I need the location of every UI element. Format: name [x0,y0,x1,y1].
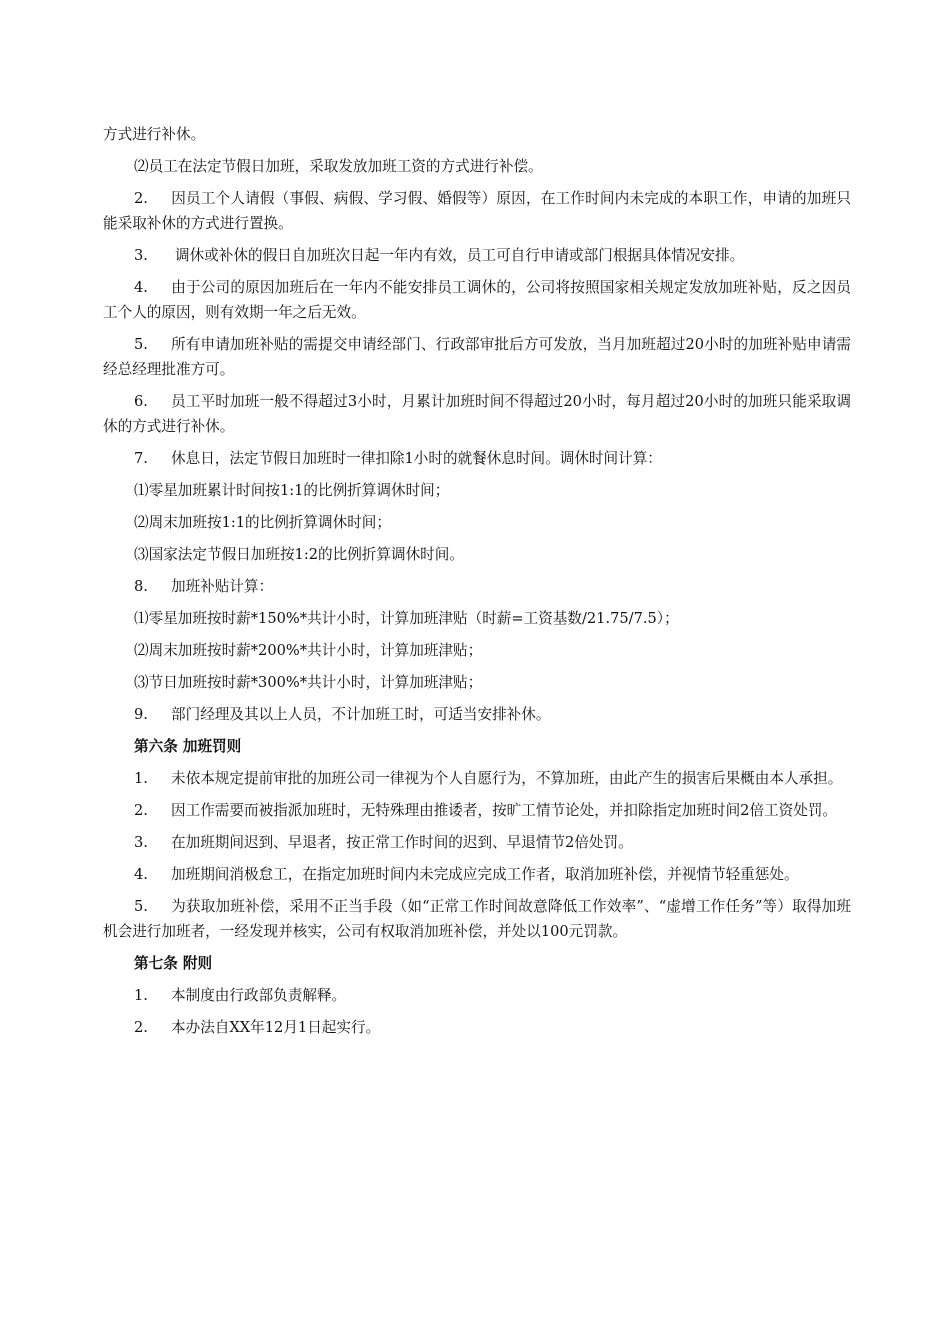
numbered-item [103,446,851,471]
item-text: 因员工个人请假（事假、病假、学习假、婚假等）原因，在工作时间内未完成的本职工作，申请的加班只能采取补休的方式进行置换。 [103,190,851,232]
section-heading: 第六条 加班罚则 [134,738,242,755]
numbered-item [103,1015,851,1040]
numbered-item [103,186,851,236]
paragraph: ⑴零星加班按时薪*150%*共计小时，计算加班津贴（时薪=工资基数/21.75/7.5）； [134,610,679,627]
item-text: 加班期间消极怠工，在指定加班时间内未完成应完成工作者，取消加班补偿，并视情节轻重惩处。 [171,866,799,883]
numbered-item [103,332,851,382]
numbered-item [103,275,851,325]
paragraph: ⑶国家法定节假日加班按1:2的比例折算调休时间。 [134,546,464,563]
item-number: 2. [134,802,148,819]
item-number: 8. [134,578,148,595]
item-text: 调休或补休的假日自加班次日起一年内有效，员工可自行申请或部门根据具体情况安排。 [175,247,745,264]
document-body [103,122,851,1047]
item-text: 本制度由行政部负责解释。 [171,987,347,1004]
item-number: 9. [134,706,148,723]
numbered-item [103,862,851,887]
numbered-item [103,243,851,268]
item-number: 5. [134,898,148,915]
item-text: 加班补贴计算： [171,578,274,595]
paragraph: ⑶节日加班按时薪*300%*共计小时，计算加班津贴； [134,674,483,691]
item-number: 2. [134,1019,148,1036]
paragraph: ⑴零星加班累计时间按1:1的比例折算调休时间； [134,482,450,499]
item-number: 3. [134,834,148,851]
item-number: 6. [134,393,148,410]
item-number: 2. [134,190,148,207]
paragraph: ⑵周末加班按1:1的比例折算调休时间； [134,514,391,531]
numbered-item [103,894,851,944]
section-heading: 第七条 附则 [134,955,213,972]
item-text: 因工作需要而被指派加班时，无特殊理由推诿者，按旷工情节论处，并扣除指定加班时间2倍工资处罚。 [171,802,838,819]
item-number: 4. [134,279,148,296]
item-number: 7. [134,450,148,467]
paragraph: 方式进行补休。 [103,126,206,143]
item-text: 未依本规定提前审批的加班公司一律视为个人自愿行为，不算加班，由此产生的损害后果概由本人承担。 [171,770,843,787]
paragraph: ⑵员工在法定节假日加班，采取发放加班工资的方式进行补偿。 [134,158,543,175]
numbered-item [103,798,851,823]
item-text: 由于公司的原因加班后在一年内不能安排员工调休的，公司将按照国家相关规定发放加班补贴，反之因员工个人的原因，则有效期一年之后无效。 [103,279,851,321]
paragraph: ⑵周末加班按时薪*200%*共计小时，计算加班津贴； [134,642,483,659]
item-text: 为获取加班补偿，采用不正当手段（如“正常工作时间故意降低工作效率”、“虚增工作任务”等）取得加班机会进行加班者，一经发现并核实，公司有权取消加班补偿，并处以100元罚款。 [103,898,851,940]
item-text: 在加班期间迟到、早退者，按正常工作时间的迟到、早退情节2倍处罚。 [171,834,633,851]
item-text: 员工平时加班一般不得超过3小时，月累计加班时间不得超过20小时，每月超过20小时的加班只能采取调休的方式进行补休。 [103,393,851,435]
item-text: 休息日，法定节假日加班时一律扣除1小时的就餐休息时间。调休时间计算： [171,450,662,467]
item-number: 1. [134,987,148,1004]
item-number: 5. [134,336,148,353]
numbered-item [103,702,851,727]
numbered-item [103,389,851,439]
item-text: 部门经理及其以上人员，不计加班工时，可适当安排补休。 [171,706,551,723]
numbered-item [103,574,851,599]
item-number: 3. [134,247,148,264]
numbered-item [103,830,851,855]
item-number: 1. [134,770,148,787]
numbered-item [103,766,851,791]
item-text: 本办法自XX年12月1日起实行。 [171,1019,381,1036]
item-text: 所有申请加班补贴的需提交申请经部门、行政部审批后方可发放，当月加班超过20小时的加班补贴申请需经总经理批准方可。 [103,336,851,378]
item-number: 4. [134,866,148,883]
numbered-item [103,983,851,1008]
